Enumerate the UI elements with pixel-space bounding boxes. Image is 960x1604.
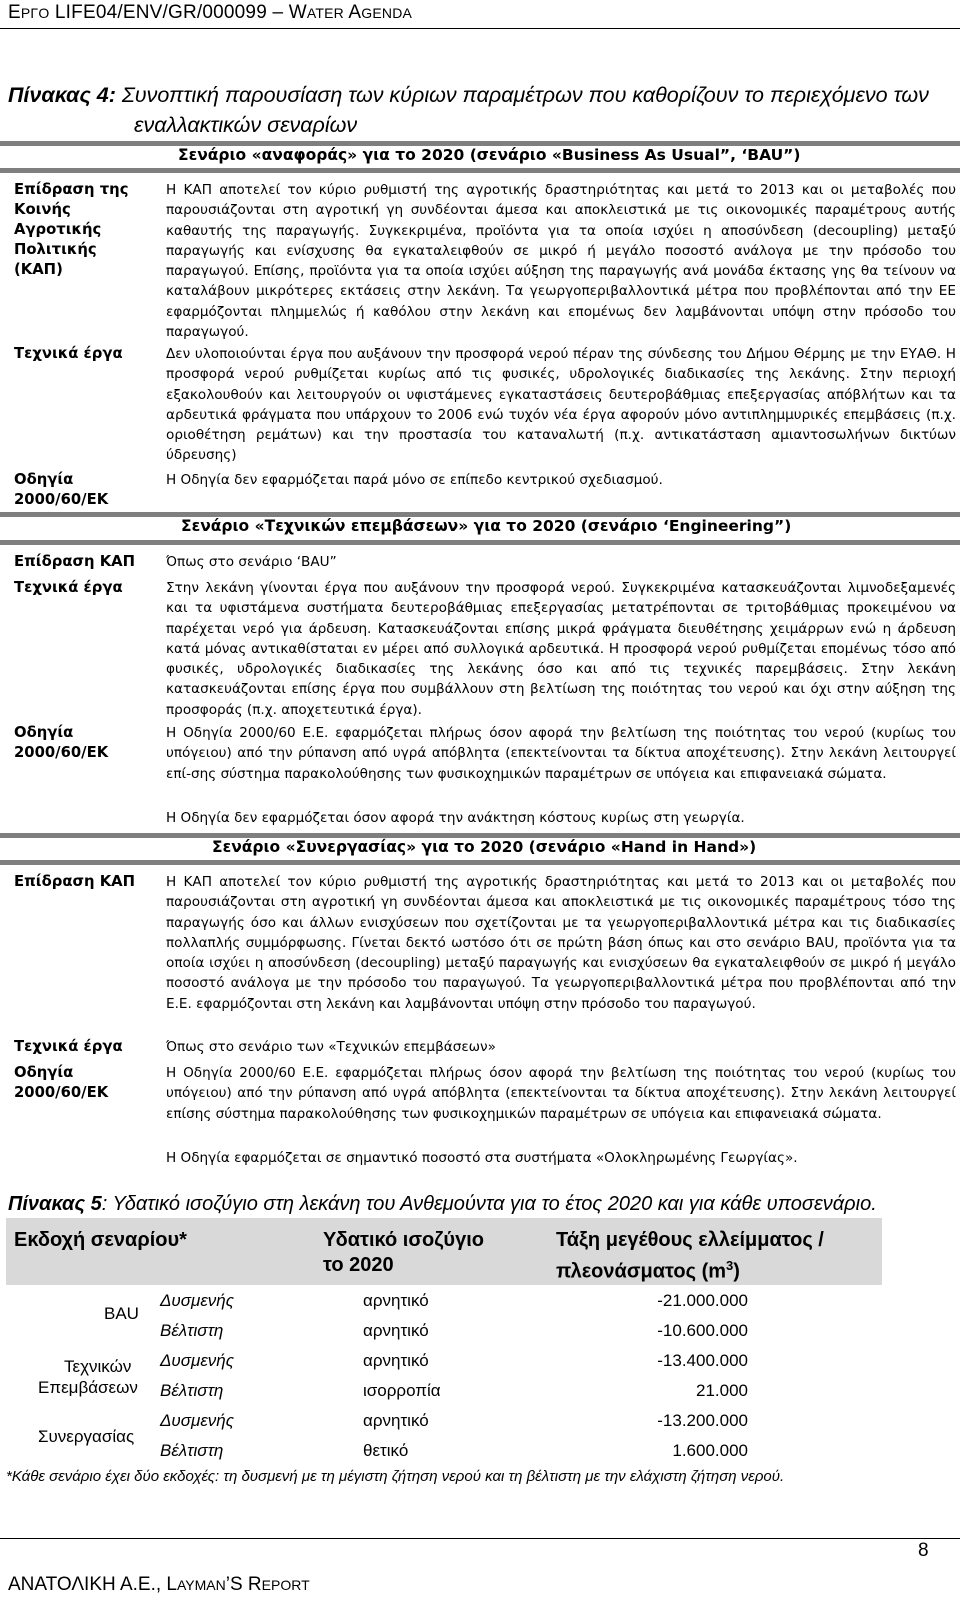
row-text-directive-2: Η Οδηγία εφαρμόζεται σε σημαντικό ποσοστό στα συστήματα «Ολοκληρωμένης Γεωργίας».: [166, 1150, 798, 1166]
footer-part: EPORT: [261, 1577, 310, 1593]
header-part: ΡΓΟ: [20, 5, 50, 21]
header-part: W: [288, 2, 307, 23]
row-text-works: Στην λεκάνη γίνονται έργα που αυξάνουν την προσφορά νερού. Συγκεκριμένα κατασκευάζονται λιμνοδεξαμενές και τα υφιστάμενα συστήματα δευτεροβάθμιας επεξεργασίας μετατρέπονται σε τριτοβάθμιας προκειμένου να παρέχεται νερό για άρδευση. Κατασκευάζονται επίσης μικρά φράγματα διευθέτησης χειμάρρων ενώ η άρδευση κατά μόνας αντικαθίσταται εν μέρει από συλλογικά αρδευτικά. Η προσφορά νερού ρυθμίζεται επομένως τόσο από φυσικές, υδρολογικές διαδικασίες της λεκάνης όσο και από τις τεχνικές παρεμβάσεις. Στην λεκάνη κατασκευάζονται επίσης έργα που συμβάλλουν στη βελτίωση της ποιότητας του νερού και όχι στην αύξηση της προσφοράς (π.χ. αποχετευτικά έργα).: [166, 580, 956, 718]
table5-cell-variant: Βέλτιστη: [160, 1441, 224, 1460]
table4-caption-text-2: εναλλακτικών σεναρίων: [134, 113, 358, 137]
table5-col-magnitude-close: ): [733, 1260, 740, 1283]
table5-cell-variant: Δυσμενής: [160, 1351, 234, 1370]
row-text-directive-2: Η Οδηγία δεν εφαρμόζεται όσον αφορά την ανάκτηση κόστους κυρίως στη γεωργία.: [166, 810, 745, 826]
row-label-works: Τεχνικά έργα: [14, 345, 123, 362]
table5-cell-variant: Δυσμενής: [160, 1411, 234, 1430]
row-text-cap: Όπως στο σενάριο ‘BAU”: [166, 554, 337, 570]
table5-col-magnitude-l1: Τάξη μεγέθους ελλείμματος /: [556, 1229, 824, 1251]
table5-cell-balance: αρνητικό: [363, 1321, 429, 1340]
table5-cell-variant: Βέλτιστη: [160, 1321, 224, 1340]
table5-caption: [8, 1193, 877, 1216]
table5-col-magnitude: [556, 1228, 824, 1285]
row-label-cap: Επίδραση ΚΑΠ: [14, 873, 136, 890]
row-label-directive: Οδηγία 2000/60/ΕΚ: [14, 1064, 109, 1101]
table5-cell-balance: αρνητικό: [363, 1411, 429, 1430]
footer-part: AYMAN: [176, 1577, 226, 1593]
running-header: [8, 2, 412, 24]
row-text-directive: Η Οδηγία δεν εφαρμόζεται παρά μόνο σε επίπεδο κεντρικού σχεδιασμού.: [166, 472, 663, 488]
row-label-works: Τεχνικά έργα: [14, 579, 123, 596]
row-text-works: Όπως στο σενάριο των «Τεχνικών επεμβάσεων»: [166, 1039, 496, 1055]
table4-caption-label: Πίνακας 4:: [8, 83, 116, 107]
table5-col-balance: [323, 1228, 484, 1278]
table5-group-label: BAU: [104, 1304, 139, 1323]
scenario-rule: [0, 860, 960, 865]
table5-cell-balance: αρνητικό: [363, 1351, 429, 1370]
row-label-cap: Επίδραση ΚΑΠ: [14, 553, 136, 570]
table5-col-magnitude-l2: πλεονάσματος (m: [556, 1260, 727, 1283]
table5-group-label: Επεμβάσεων: [38, 1378, 138, 1397]
table5-col-magnitude-sup: 3: [726, 1258, 734, 1273]
scenario-rule: [0, 168, 960, 173]
table5-cell-magnitude: 21.000: [696, 1381, 748, 1400]
row-label-cap: Επίδραση της Κοινής Αγροτικής Πολιτικής (ΚΑΠ): [14, 181, 129, 278]
table5-col-balance-l1: Υδατικό ισοζύγιο: [323, 1229, 484, 1251]
footer-part: ΑΝΑΤΟΛΙΚΗ Α.Ε., L: [8, 1574, 177, 1595]
table5-cell-magnitude: -13.200.000: [657, 1411, 748, 1430]
table4-caption: [8, 80, 948, 140]
row-text-cap: Η ΚΑΠ αποτελεί τον κύριο ρυθμιστή της αγροτικής δραστηριότητας και μετά το 2013 και οι μεταβολές που παρουσιάζονται στη αγροτική γη συνδέονται άμεσα και αποκλειστικά με τις οικονομικές παραμέτρους αυτής καθαυτής της παραγωγής. Συγκεκριμένα, προϊόντα για τα οποία ισχύει η αποσύνδεση (decoupling) μεταξύ παραγωγής και ενίσχυσης θα εγκαταλειφθούν σε μικρό ή μεγάλο ποσοστό ανάλογα με την πρόσοδο του παραγωγού. Επίσης, προϊόντα για τα οποία ισχύει αύξηση της παραγωγής ανά μονάδα έκτασης γης θα τείνουν να καταλάβουν μικρότερες εκτάσεις στην λεκάνη. Τα γεωργοπεριβαλλοντικά μέτρα που προβλέπονται από την ΕΕ εφαρμόζονται πλημμελώς ή καθόλου στην λεκάνη και επομένως δεν λαμβάνονται υπόψη στην πρόσοδο του παραγωγού.: [166, 182, 956, 340]
scenario-title-bau: Σενάριο «αναφοράς» για το 2020 (σενάριο «Business As Usual”, ‘BAU”): [178, 146, 801, 164]
row-text-directive: Η Οδηγία 2000/60 Ε.Ε. εφαρμόζεται πλήρως όσον αφορά την βελτίωση της ποιότητας του νερού (κυρίως του υπόγειου) από την ρύπανση από υγρά απόβλητα (επεκτείνονται τα δίκτυα αποχέτευσης). Στην λεκάνη λειτουργεί επίσης σύστημα παρακολούθησης των φυσικοχημικών παραμέτρων σε υπόγεια και επιφανειακά σώματα.: [166, 1065, 956, 1122]
table5-cell-magnitude: 1.600.000: [672, 1441, 748, 1460]
footer-text: [8, 1574, 310, 1596]
table5-cell-magnitude: -10.600.000: [657, 1321, 748, 1340]
row-label-directive: Οδηγία 2000/60/ΕΚ: [14, 724, 109, 761]
table5-col-balance-l2: το 2020: [323, 1254, 394, 1276]
row-text-directive: Η Οδηγία 2000/60 Ε.Ε. εφαρμόζεται πλήρως όσον αφορά την βελτίωση της ποιότητας του νερού (κυρίως του υπόγειου) από την ρύπανση από υγρά απόβλητα (επεκτείνονται τα δίκτυα αποχέτευσης). Στην λεκάνη λειτουργεί επί-σης σύστημα παρακολούθησης των φυσικοχημικών παραμέτρων σε υπόγεια και επιφανειακά σώματα.: [166, 725, 956, 782]
table5-col-scenario: Εκδοχή σεναρίου*: [14, 1229, 187, 1251]
row-label-works: Τεχνικά έργα: [14, 1038, 123, 1055]
page-number: 8: [918, 1540, 929, 1561]
table5-caption-label: Πίνακας 5: [8, 1193, 102, 1215]
footer-rule: [0, 1538, 960, 1539]
table5-cell-balance: θετικό: [363, 1441, 409, 1460]
scenario-title-hand-in-hand: Σενάριο «Συνεργασίας» για το 2020 (σενάριο «Hand in Hand»): [212, 838, 757, 856]
table4-caption-text: Συνοπτική παρουσίαση των κύριων παραμέτρων που καθορίζουν το περιεχόμενο των: [115, 83, 929, 107]
table5-caption-text: : Υδατικό ισοζύγιο στη λεκάνη του Ανθεμούντα για το έτος 2020 και για κάθε υποσενάριο.: [101, 1193, 877, 1215]
row-text-cap: Η ΚΑΠ αποτελεί τον κύριο ρυθμιστή της αγροτικής δραστηριότητας και μετά το 2013 και οι μεταβολές που παρουσιάζονται στη αγροτική γη συνδέονται άμεσα και αποκλειστικά με τις οικονομικές παραμέτρους τόσο της παραγωγής όσο και άλλων ενισχύσεων που σχετίζονται με τα γεωργοπεριβαλλοντικά μέτρα και τις διαδικασίες πολλαπλής συμμόρφωσης. Γίνεται δεκτό ωστόσο ότι σε πρώτη βάση όπως και στο σενάριο BAU, προϊόντα για τα οποία ισχύει η αποσύνδεση (decoupling) μεταξύ παραγωγής και ενισχύσεων θα εγκαταλειφθούν σε μικρό ή μεγάλο ποσοστό ανάλογα με την πρόσοδο του παραγωγού. Τα γεωργοπεριβαλλοντικά μέτρα που προβλέπονται από την Ε.Ε. εφαρμόζονται στη λεκάνη και λαμβάνονται υπόψη στην πρόσοδο του παραγωγού.: [166, 874, 956, 1012]
table5-cell-variant: Βέλτιστη: [160, 1381, 224, 1400]
header-rule: [0, 28, 960, 29]
scenario-title-engineering: Σενάριο «Τεχνικών επεμβάσεων» για το 2020 (σενάριο ‘Engineering”): [181, 517, 792, 535]
header-part: GENDA: [361, 5, 413, 21]
header-part: E: [8, 2, 21, 23]
table5-cell-variant: Δυσμενής: [160, 1291, 234, 1310]
scenario-rule: [0, 540, 960, 545]
table5-cell-magnitude: -13.400.000: [657, 1351, 748, 1370]
table5-cell-balance: ισορροπία: [363, 1381, 441, 1400]
row-text-works: Δεν υλοποιούνται έργα που αυξάνουν την προσφορά νερού πέραν της σύνδεσης του Δήμου Θέρμης με την ΕΥΑΘ. Η προσφορά νερού ρυθμίζεται κυρίως από τις φυσικές, υδρολογικές διαδικασίες της λεκάνης. Στην περιοχή εξακολουθούν και λειτουργούν οι υφιστάμενες εγκαταστάσεις δευτεροβάθμιας επεξεργασίας απόβλήτων και τα αρδευτικά φράγματα που υπάρχουν το 2006 ενώ τυχόν νέα έργα αφορούν μόνο αντιπλημμυρικές επεμβάσεις (π.χ. οριοθέτηση ρεμάτων) και την προστασία του καταναλωτή (π.χ. αντικατάσταση αμιαντοσωλήνων δικτύων ύδρευσης): [166, 346, 956, 464]
table5-cell-balance: αρνητικό: [363, 1291, 429, 1310]
table5-group-label: Τεχνικών: [64, 1357, 132, 1376]
header-part: LIFE04/ENV/GR/000099 –: [49, 2, 289, 23]
header-part: ATER: [306, 5, 344, 21]
row-label-directive: Οδηγία 2000/60/ΕΚ: [14, 471, 109, 508]
footer-part: ’S R: [225, 1574, 262, 1595]
table5-group-label: Συνεργασίας: [38, 1427, 135, 1446]
header-part: A: [343, 2, 362, 23]
table5-cell-magnitude: -21.000.000: [657, 1291, 748, 1310]
table5-footnote: *Κάθε σενάριο έχει δύο εκδοχές: τη δυσμενή με τη μέγιστη ζήτηση νερού και τη βέλτιστη με την ελάχιστη ζήτηση νερού.: [6, 1468, 785, 1485]
